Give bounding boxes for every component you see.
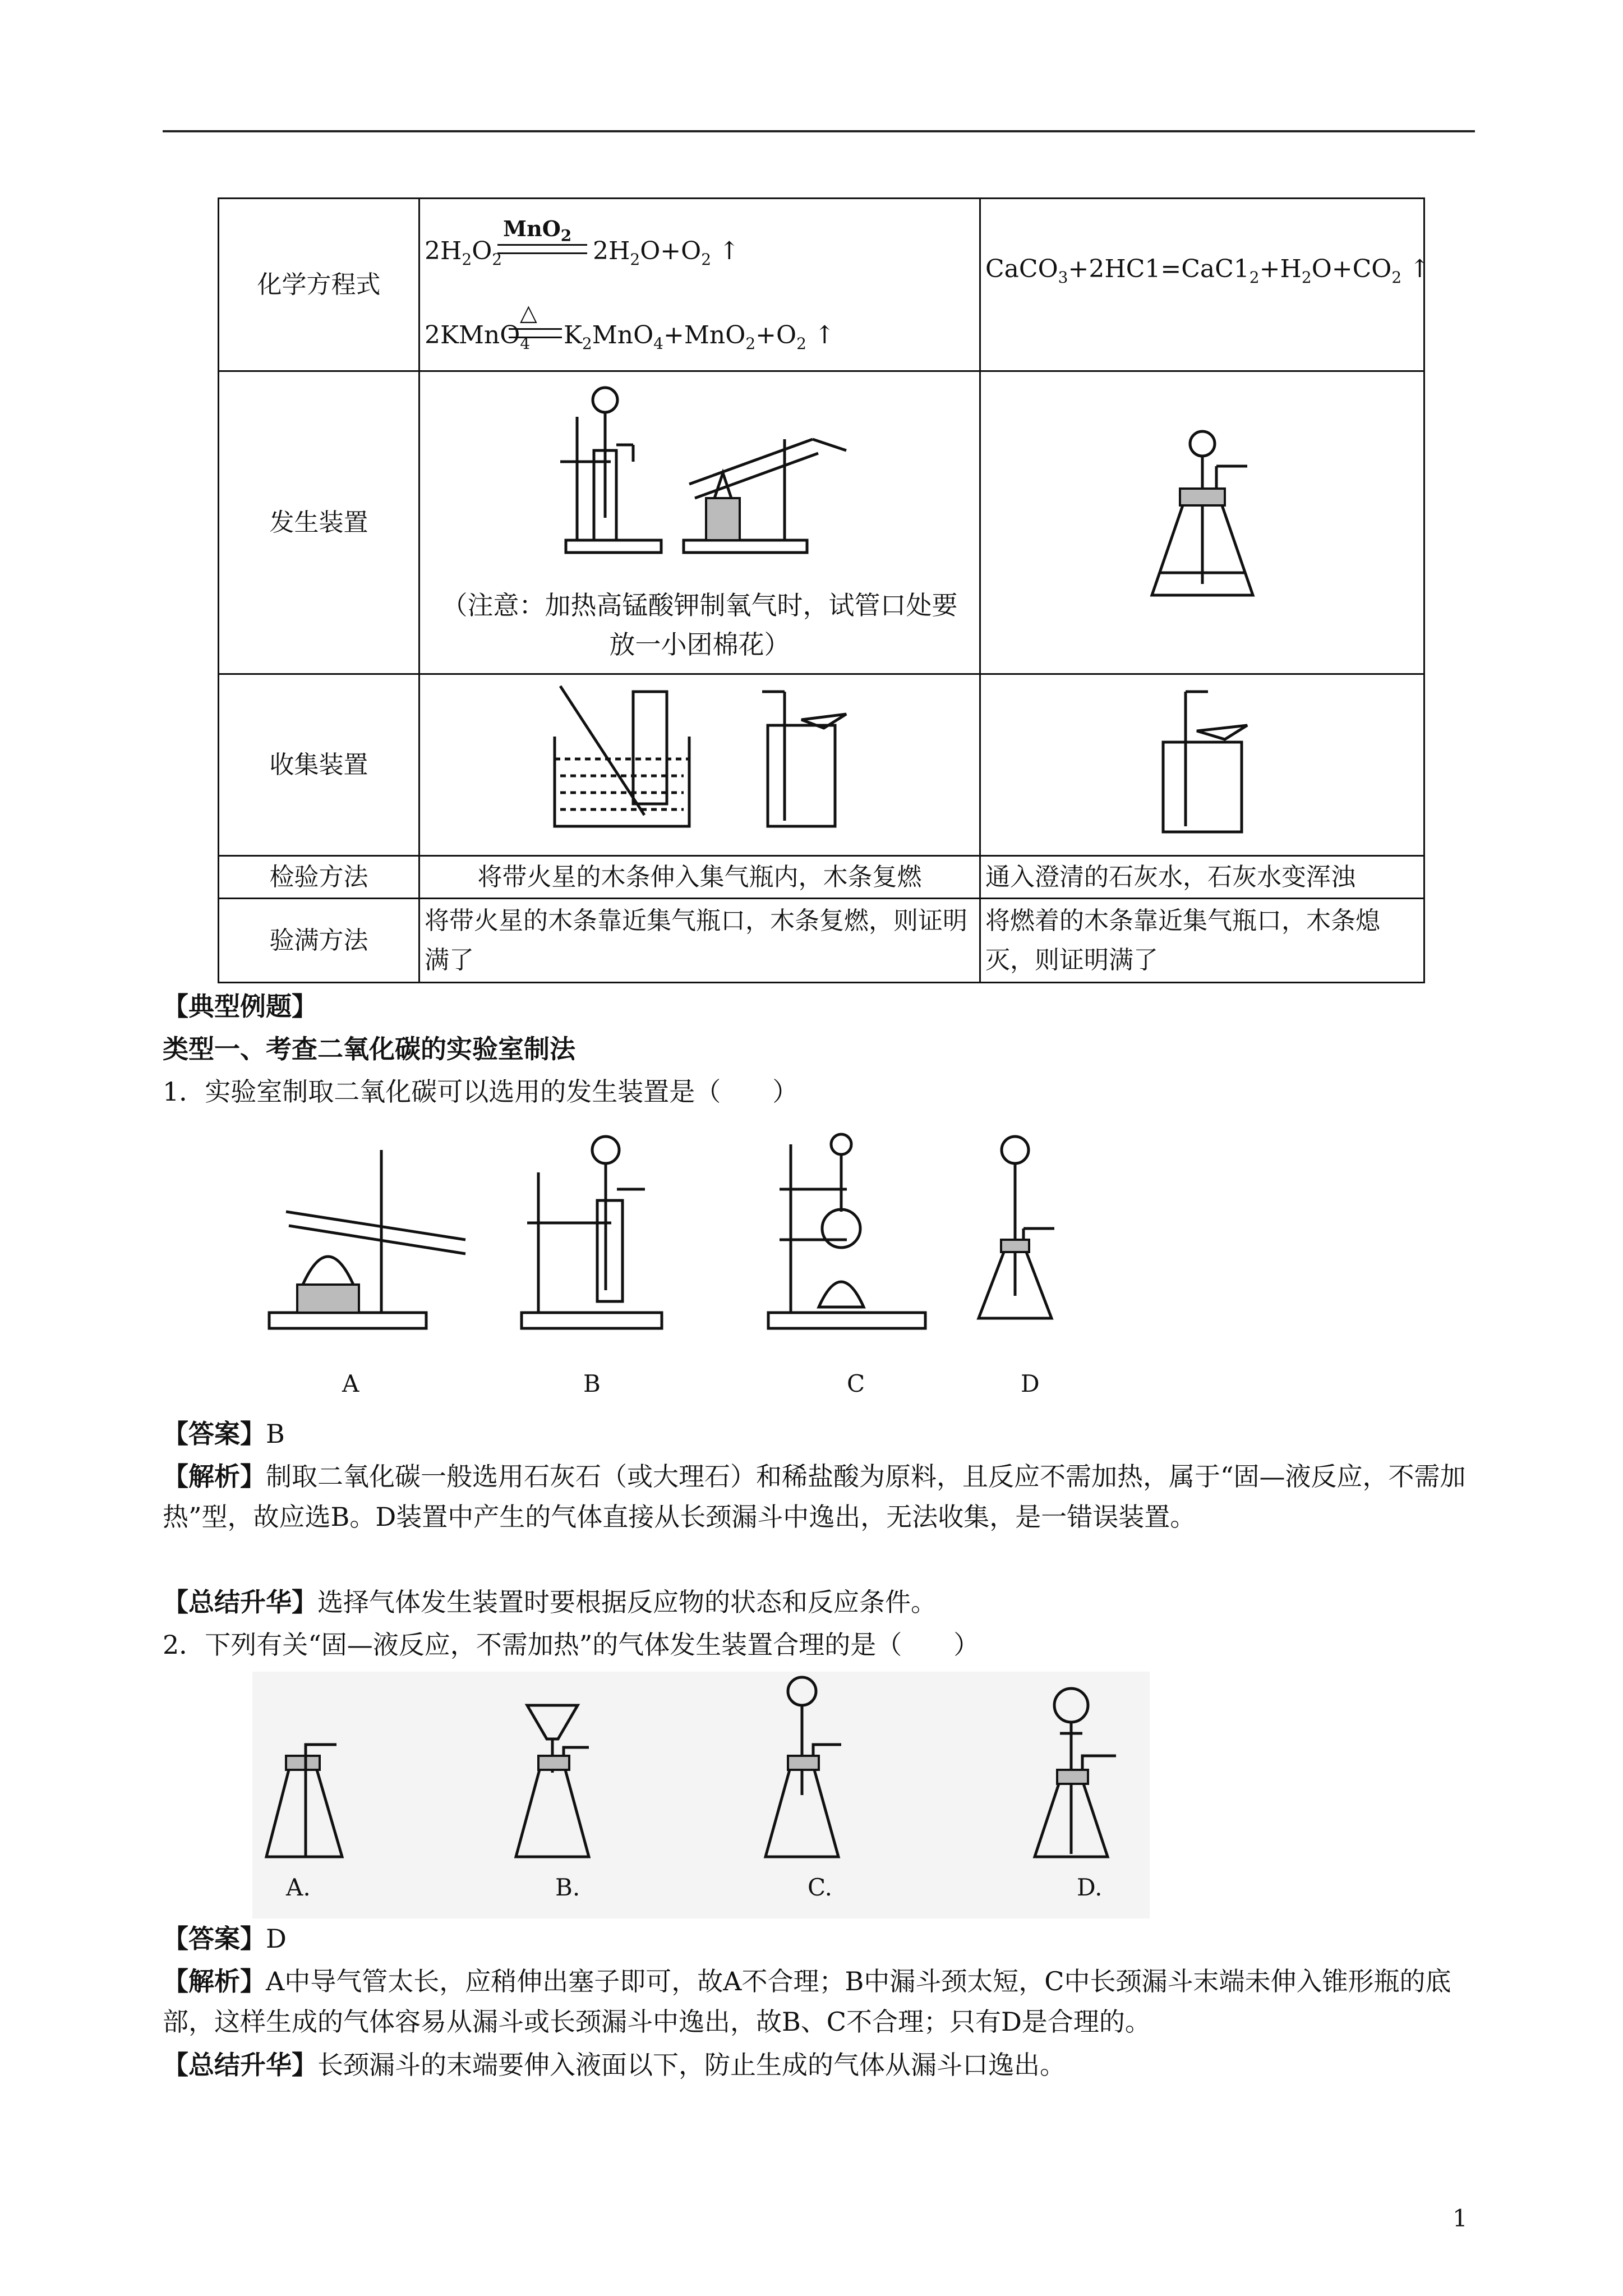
o2-collector-cell [419,674,980,856]
row-label-equation: 化学方程式 [219,199,419,371]
question-2-analysis: 【解析】A中导气管太长，应稍伸出塞子即可，故A不合理；B中漏斗颈太短，C中长颈漏斗末端未伸入锥形瓶的底部，这样生成的气体容易从漏斗或长颈漏斗中逸出，故B、C不合理；只有D是合理的。 [163,1966,1451,2037]
co2-collector-cell [980,674,1424,856]
co2-generator-cell [980,371,1424,674]
question-1-stem: 1．实验室制取二氧化碳可以选用的发生装置是（ ） [163,1076,799,1107]
section-title: 【典型例题】 [163,991,317,1022]
o2-generator-cell [419,371,980,674]
option-label: C [847,1370,865,1397]
table-row [219,674,1424,856]
full-co2: 将燃着的木条靠近集气瓶口，木条熄灭，则证明满了 [980,899,1424,983]
option-label: B. [555,1874,580,1901]
o2-collector-figure [420,675,978,843]
test-co2: 通入澄清的石灰水，石灰水变浑浊 [980,856,1424,899]
question-1-figure [264,1128,1105,1352]
header-rule [163,130,1475,132]
type-title: 类型一、考查二氧化碳的实验室制法 [163,1034,575,1064]
question-1-summary: 【总结升华】选择气体发生装置时要根据反应物的状态和反应条件。 [163,1587,937,1617]
table-row [219,899,1424,983]
question-1-answer: 【答案】B [163,1419,285,1449]
o2-equation-kmno4: 2KMnO$_4$ △ $K_2MnO_4+MnO_2+O_2$ ↑ [425,293,975,361]
option-label: D. [1077,1874,1103,1901]
heat-condition: △ [520,300,537,326]
co2-generator-figure [1118,416,1287,618]
question-2-summary: 【总结升华】长颈漏斗的末端要伸入液面以下，防止生成的气体从漏斗口逸出。 [163,2050,1066,2080]
question-2-figure [252,1672,1150,1918]
option-label: D [1021,1370,1040,1397]
o2-generator-figure [420,372,978,574]
option-label: A [342,1370,359,1397]
question-2-answer: 【答案】D [163,1924,287,1954]
generator-note: （注意：加热高锰酸钾制氧气时，试管口处要放一小团棉花） [441,590,958,660]
table-row [219,371,1424,674]
table-row [219,856,1424,899]
catalyst-label: MnO$_2$ [503,215,572,245]
row-label-test: 检验方法 [219,856,419,899]
page-number: 1 [1453,2205,1468,2232]
co2-collector-figure [1118,675,1287,843]
option-label: C. [808,1874,832,1901]
row-label-generator: 发生装置 [219,371,419,674]
test-o2: 将带火星的木条伸入集气瓶内，木条复燃 [419,856,980,899]
o2-equation-h2o2: $2H_2O_2$ MnO$_2$ $2H_2O+O_2$ ↑ [425,209,975,271]
o2-equations [419,199,980,371]
co2-equation: $CaCO_3+2HC1=CaC1_2+H_2O+CO_2$ ↑ [980,199,1424,371]
table-row [219,199,1424,371]
full-o2: 将带火星的木条靠近集气瓶口，木条复燃，则证明满了 [419,899,980,983]
row-label-full: 验满方法 [219,899,419,983]
comparison-table [218,197,1431,983]
question-1-analysis: 【解析】制取二氧化碳一般选用石灰石（或大理石）和稀盐酸为原料，且反应不需加热，属于“固—液反应，不需加热”型，故应选B。D装置中产生的气体直接从长颈漏斗中逸出，无法收集，是一错误装置。 [163,1461,1466,1532]
row-label-collector: 收集装置 [219,674,419,856]
question-2-stem: 2．下列有关“固—液反应，不需加热”的气体发生装置合理的是（ ） [163,1630,980,1660]
option-label: A. [286,1874,311,1901]
option-label: B [583,1370,601,1397]
